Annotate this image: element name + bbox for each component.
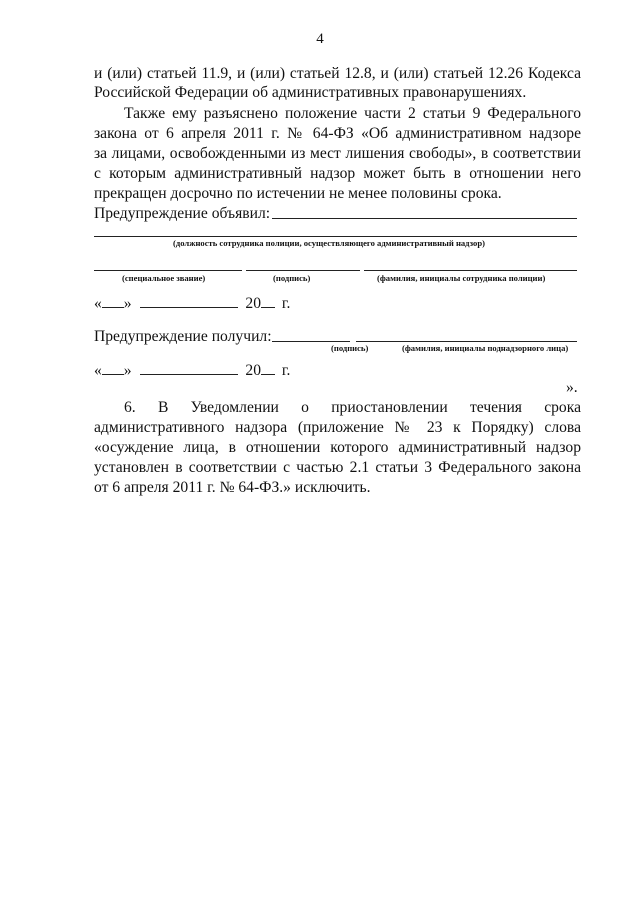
paragraph-1-line-2: Российской Федерации об административных правонарушениях. bbox=[94, 84, 527, 101]
year-blank-2 bbox=[261, 360, 275, 375]
position-line bbox=[94, 236, 577, 237]
signature-line bbox=[246, 270, 360, 271]
page-number: 4 bbox=[316, 31, 324, 47]
officer-name-line bbox=[364, 270, 577, 271]
closing-quote: ». bbox=[566, 379, 578, 396]
caption-officer-name: (фамилия, инициалы сотрудника полиции) bbox=[377, 273, 546, 283]
paragraph-2-line-1: Также ему разъяснено положение части 2 статьи 9 Федерального bbox=[124, 105, 581, 122]
date-open-quote-2: « bbox=[94, 362, 102, 379]
year-suffix: г. bbox=[281, 295, 291, 312]
paragraph-6-line-1: 6. В Уведомлении о приостановлении течения срока bbox=[124, 399, 581, 416]
date-open-quote: « bbox=[94, 295, 102, 312]
paragraph-2-line-5: прекращен досрочно по истечении не менее половины срока. bbox=[94, 185, 502, 202]
month-blank bbox=[140, 293, 238, 308]
paragraph-6-line-5: от 6 апреля 2011 г. № 64-ФЗ.» исключить. bbox=[94, 479, 371, 496]
paragraph-2-line-3: за лицами, освобожденными из мест лишения свободы», в соответствии bbox=[94, 145, 581, 162]
year-suffix-2: г. bbox=[281, 362, 291, 379]
year-prefix-2: 20 bbox=[245, 362, 261, 379]
paragraph-2-line-4: с которым административный надзор может быть в отношении него bbox=[94, 165, 581, 182]
caption-position: (должность сотрудника полиции, осуществляющего административный надзор) bbox=[173, 238, 485, 248]
year-prefix: 20 bbox=[245, 295, 261, 312]
caption-signature: (подпись) bbox=[273, 273, 311, 283]
paragraph-6-line-3: «осуждение лица, в отношении которого административный надзор bbox=[94, 439, 581, 456]
caption-rank: (специальное звание) bbox=[122, 273, 206, 283]
day-blank-2 bbox=[102, 360, 124, 375]
paragraph-6-line-2: административного надзора (приложение № 23 к Порядку) слова bbox=[94, 419, 581, 436]
month-blank-2 bbox=[140, 360, 238, 375]
warning-announced-label: Предупреждение объявил: bbox=[94, 205, 271, 222]
year-blank bbox=[261, 293, 275, 308]
date-line-1 bbox=[94, 293, 290, 314]
day-blank bbox=[102, 293, 124, 308]
paragraph-2-line-2: закона от 6 апреля 2011 г. № 64-ФЗ «Об административном надзоре bbox=[94, 125, 581, 142]
date-close-quote-2: » bbox=[123, 362, 132, 379]
date-close-quote: » bbox=[123, 295, 132, 312]
caption-supervised-name: (фамилия, инициалы поднадзорного лица) bbox=[402, 343, 569, 353]
paragraph-6-line-4: установлен в соответствии с частью 2.1 статьи 3 Федерального закона bbox=[94, 459, 581, 476]
warning-received-label: Предупреждение получил: bbox=[94, 328, 272, 345]
date-line-2 bbox=[94, 360, 290, 381]
announced-line bbox=[272, 218, 577, 219]
rank-line bbox=[94, 270, 242, 271]
received-signature-line bbox=[272, 341, 350, 342]
paragraph-1-line-1: и (или) статьей 11.9, и (или) статьей 12.8, и (или) статьей 12.26 Кодекса bbox=[94, 65, 581, 82]
received-name-line bbox=[356, 341, 577, 342]
caption-signature-2: (подпись) bbox=[331, 343, 369, 353]
